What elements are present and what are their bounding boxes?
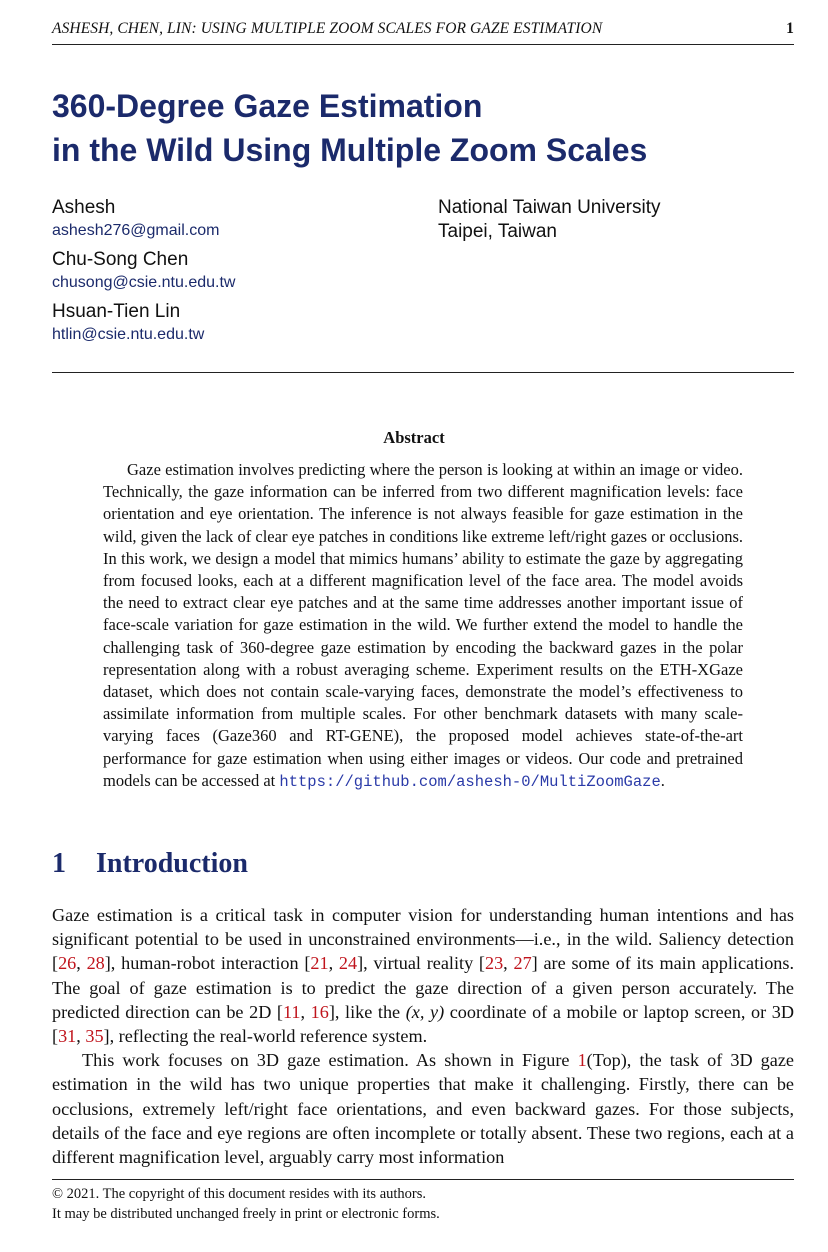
citation-link[interactable]: 21 bbox=[310, 953, 329, 974]
citation-link[interactable]: 11 bbox=[282, 1001, 301, 1022]
abstract-body bbox=[103, 459, 743, 793]
section-number: 1 bbox=[52, 848, 66, 879]
figure-reference-link[interactable]: 1 bbox=[577, 1050, 587, 1071]
abstract-text: Gaze estimation involves predicting where the person is looking at within an image or video. Technically, the gaze information can be inferred from two different magnification levels: face orientation and eye orientation. The inference is not always feasible for gaze estimation in the wild, given the lack of clear eye patches in conditions like extreme left/right gazes or occlusions. In this work, we design a model that mimics humans’ ability to estimate the gaze by aggregating from focused looks, each at a different magnification level of the face area. The model avoids the need to extract clear eye patches and at the same time addresses another important issue of face-scale variation for gaze estimation in the wild. We further extend the model to handle the challenging task of 360-degree gaze estimation by encoding the backward gazes in the polar representation along with a robust averaging scheme. Experiment results on the ETH-XGaze dataset, which does not contain scale-varying faces, demonstrate the model’s effectiveness to assimilate information from multiple scales. For other benchmark datasets with many scale-varying faces (Gaze360 and RT-GENE), the proposed model achieves state-of-the-art performance for gaze estimation when using either images or videos. Our code and pretrained models can be accessed at bbox=[103, 460, 743, 790]
footnote-line-2: It may be distributed unchanged freely in print or electronic forms. bbox=[52, 1206, 440, 1222]
footnote-line-1: © 2021. The copyright of this document resides with its authors. bbox=[52, 1186, 427, 1202]
author-block bbox=[52, 300, 412, 346]
author-email-link[interactable]: htlin@csie.ntu.edu.tw bbox=[52, 326, 205, 343]
title-line-1: 360-Degree Gaze Estimation bbox=[52, 88, 483, 124]
running-head bbox=[52, 20, 794, 45]
section-heading bbox=[52, 848, 248, 880]
paragraph: Gaze estimation is a critical task in computer vision for understanding human intentions and has significant potential to be used in unconstrained environments—i.e., in the wild. Saliency detection [26, 28], human-robot interaction [21, 24], virtual reality [23, 27] are some of its main applications. The goal of gaze estimation is to predict the gaze direction of a given person accurately. The predicted direction can be 2D [11, 16], like the (x, y) coordinate of a mobile or laptop screen, or 3D [31, 35], reflecting the real-world reference system. bbox=[52, 905, 795, 1047]
abstract-end: . bbox=[660, 770, 665, 790]
citation-link[interactable]: 16 bbox=[310, 1001, 329, 1022]
citation-link[interactable]: 23 bbox=[484, 953, 504, 974]
citation-link[interactable]: 26 bbox=[58, 953, 77, 974]
author-block bbox=[52, 248, 412, 294]
abstract-heading: Abstract bbox=[383, 428, 445, 447]
author-name: Ashesh bbox=[52, 197, 116, 218]
code-link[interactable]: https://github.com/ashesh-0/MultiZoomGaze bbox=[279, 772, 661, 791]
paper-title bbox=[52, 84, 792, 172]
intro-body bbox=[52, 903, 794, 1169]
affiliation-line-1: National Taiwan University bbox=[438, 197, 661, 218]
citation-link[interactable]: 28 bbox=[86, 953, 105, 974]
footnote-divider bbox=[52, 1179, 794, 1180]
running-head-text: ASHESH, CHEN, LIN: USING MULTIPLE ZOOM SCALES FOR GAZE ESTIMATION bbox=[52, 20, 603, 37]
header-divider bbox=[52, 372, 794, 373]
math-expression: (x, y) bbox=[405, 1001, 445, 1022]
copyright-footnote bbox=[52, 1184, 440, 1224]
citation-link[interactable]: 35 bbox=[85, 1026, 104, 1047]
paragraph: This work focuses on 3D gaze estimation. As shown in Figure 1(Top), the task of 3D gaze estimation in the wild has two unique properties that make it challenging. Firstly, there can be occlusions, extremely left/right face orientations, and even backward gazes. For those subjects, details of the face and eye regions are often incomplete or totally absent. These two regions, each at a different magnification level, arguably carry most information bbox=[52, 1050, 794, 1168]
page-number: 1 bbox=[786, 20, 794, 37]
author-name: Chu-Song Chen bbox=[52, 249, 189, 270]
author-block bbox=[52, 196, 412, 242]
author-email-link[interactable]: ashesh276@gmail.com bbox=[52, 222, 220, 239]
citation-link[interactable]: 31 bbox=[58, 1026, 77, 1047]
author-name: Hsuan-Tien Lin bbox=[52, 301, 181, 322]
author-email-link[interactable]: chusong@csie.ntu.edu.tw bbox=[52, 274, 236, 291]
affiliation-line-2: Taipei, Taiwan bbox=[438, 221, 558, 242]
citation-link[interactable]: 24 bbox=[338, 953, 358, 974]
author-list bbox=[52, 196, 412, 352]
title-line-2: in the Wild Using Multiple Zoom Scales bbox=[52, 132, 648, 168]
affiliation bbox=[438, 196, 660, 244]
citation-link[interactable]: 27 bbox=[513, 953, 532, 974]
section-title: Introduction bbox=[96, 848, 248, 879]
